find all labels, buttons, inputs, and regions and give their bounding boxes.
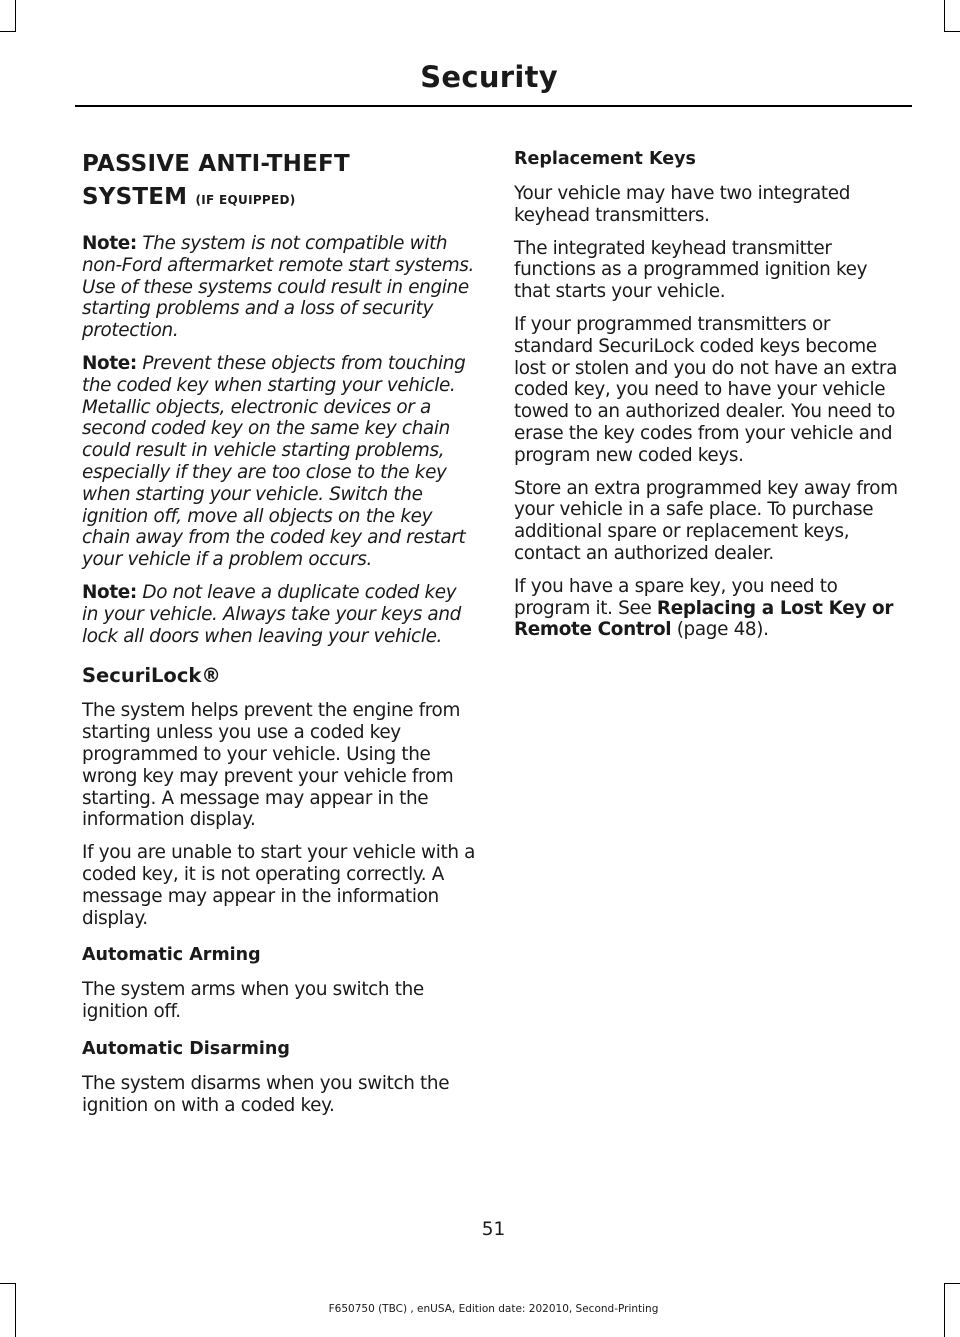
cross-reference-prefix: If you have a spare key, you need to program it. See bbox=[514, 575, 838, 619]
securilock-heading: SecuriLock® bbox=[82, 664, 221, 688]
left-column bbox=[82, 148, 476, 1128]
body-paragraph: If your programmed transmitters or standard SecuriLock coded keys become lost or stolen and you do not have an extra coded key, you need to have your vehicle towed to an authorized dealer. You need to erase the key codes from your vehicle and program new coded keys. bbox=[514, 313, 898, 466]
note-label: Note: bbox=[82, 233, 137, 254]
heading-line-2: SYSTEM bbox=[82, 184, 188, 210]
body-paragraph: Store an extra programmed key away from your vehicle in a safe place. To purchase additional spare or replacement keys, contact an authorized dealer. bbox=[514, 477, 898, 564]
cross-reference-page: (page 48). bbox=[671, 619, 769, 641]
body-paragraph bbox=[514, 576, 908, 641]
body-paragraph: The system helps prevent the engine from starting unless you use a coded key programmed to your vehicle. Using the wrong key may prevent your vehicle from starting. A message may appear in the information display. bbox=[82, 700, 461, 831]
replacement-keys-heading: Replacement Keys bbox=[514, 149, 696, 169]
section-heading bbox=[82, 148, 476, 217]
note-text: The system is not compatible with non-Ford aftermarket remote start systems. Use of these systems could result in engine starting problems and a loss of security protection. bbox=[82, 233, 475, 342]
note-paragraph bbox=[82, 582, 476, 647]
body-paragraph: If you are unable to start your vehicle with a coded key, it is not operating correctly. A message may appear in the information display. bbox=[82, 842, 476, 929]
header-divider bbox=[75, 105, 912, 107]
crop-mark-top-right-horizontal bbox=[944, 31, 960, 32]
note-label: Note: bbox=[82, 581, 137, 603]
note-text: Do not leave a duplicate coded key in your vehicle. Always take your keys and lock all doors when leaving your vehicle. bbox=[82, 581, 461, 647]
cross-reference-link[interactable]: Replacing a Lost Key or Remote Control bbox=[514, 597, 894, 641]
automatic-arming-heading: Automatic Arming bbox=[82, 945, 261, 966]
automatic-disarming-heading: Automatic Disarming bbox=[82, 1038, 290, 1059]
edition-footer: F650750 (TBC) , enUSA, Edition date: 202010, Second-Printing bbox=[328, 1303, 659, 1315]
right-column bbox=[514, 148, 908, 652]
crop-mark-top-left-horizontal bbox=[0, 31, 16, 32]
note-text: Prevent these objects from touching the coded key when starting your vehicle. Metallic objects, electronic devices or a second coded key on the same key chain could result in vehicle starting problems, especially if they are too close to the key when starting your vehicle. Switch the ignition off, move all objects on the key chain away from the coded key and restart your vehicle if a problem occurs. bbox=[82, 352, 466, 571]
crop-mark-bottom-right-horizontal bbox=[944, 1283, 960, 1284]
crop-mark-top-left-vertical bbox=[15, 0, 16, 32]
body-paragraph: The system arms when you switch the ignition off. bbox=[82, 979, 424, 1023]
heading-qualifier: (IF EQUIPPED) bbox=[195, 193, 296, 207]
crop-mark-top-right-vertical bbox=[944, 0, 945, 32]
page-number: 51 bbox=[481, 1219, 506, 1240]
note-label: Note: bbox=[82, 352, 137, 374]
section-title: Security bbox=[420, 60, 558, 94]
body-paragraph: Your vehicle may have two integrated keyhead transmitters. bbox=[514, 183, 851, 226]
heading-line-1: PASSIVE ANTI-THEFT bbox=[82, 151, 350, 177]
body-paragraph: The system disarms when you switch the ignition on with a coded key. bbox=[82, 1072, 450, 1116]
note-paragraph bbox=[82, 353, 476, 571]
note-paragraph bbox=[82, 233, 476, 342]
crop-mark-bottom-left-horizontal bbox=[0, 1283, 16, 1284]
body-paragraph: The integrated keyhead transmitter functions as a programmed ignition key that starts your vehicle. bbox=[514, 237, 868, 303]
